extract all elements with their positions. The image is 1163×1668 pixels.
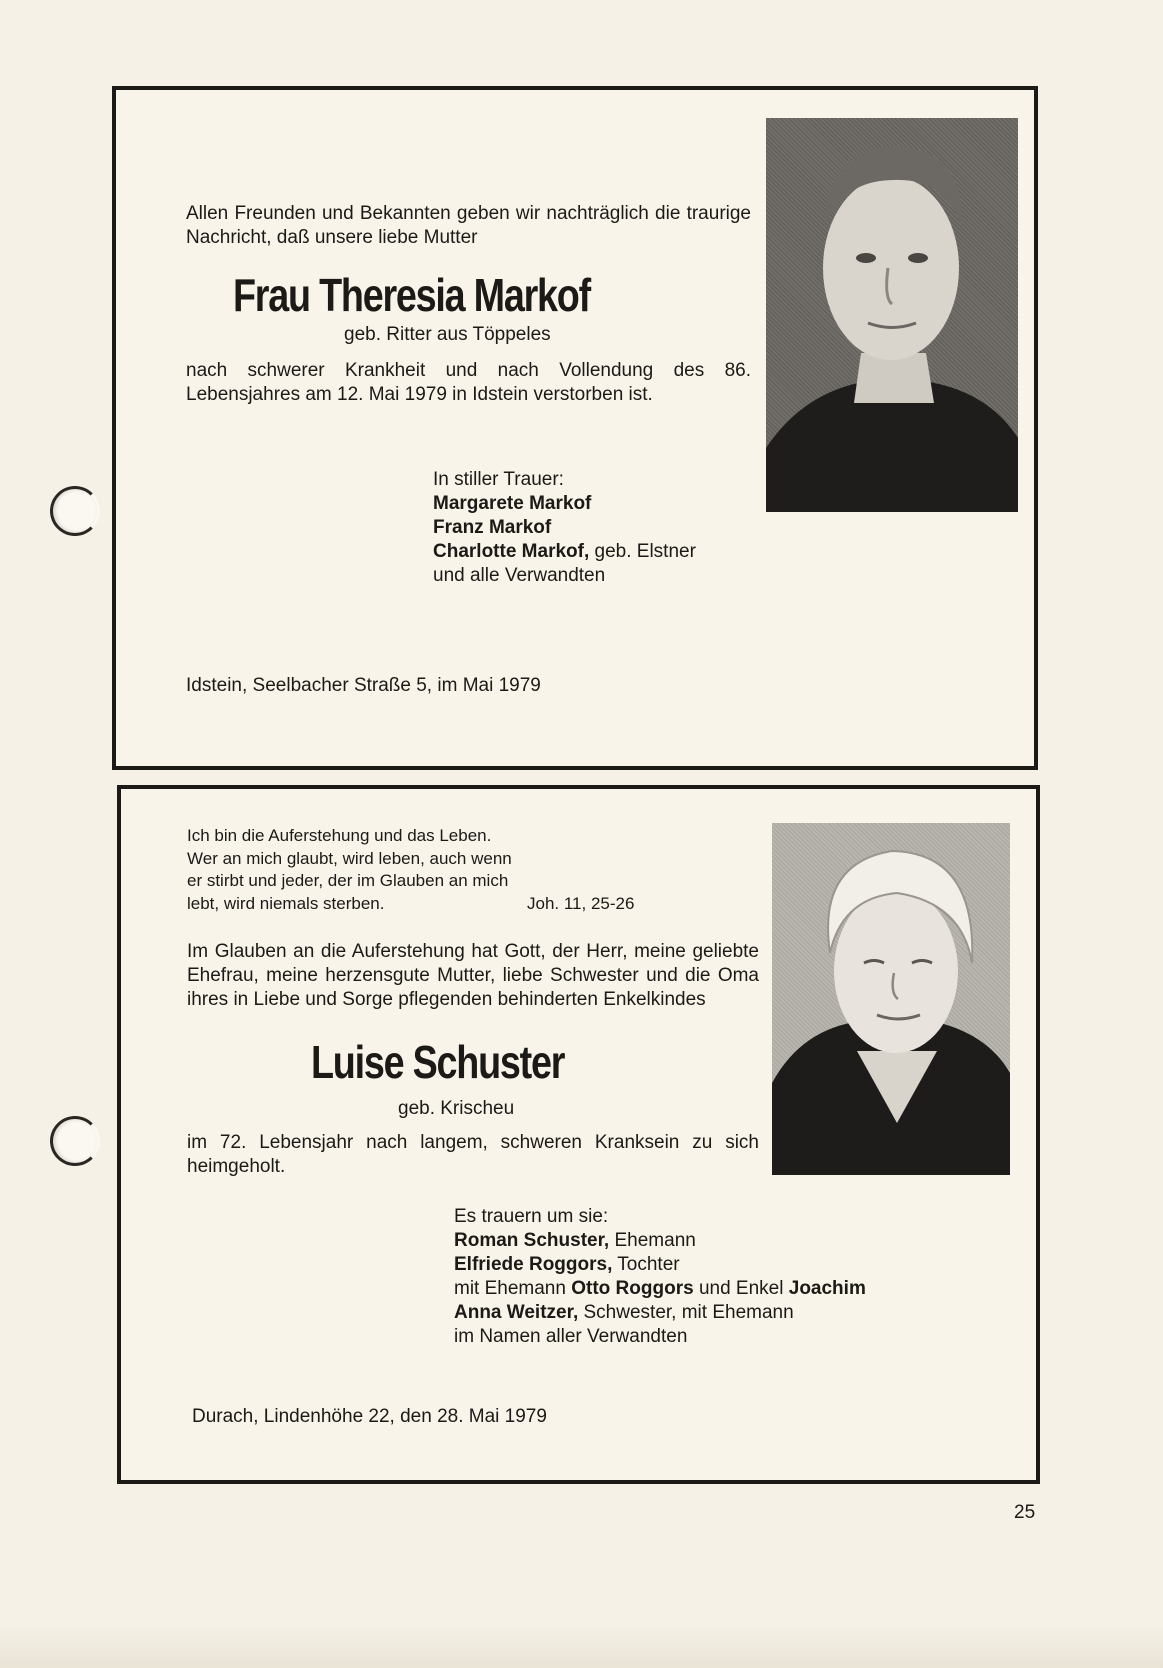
binder-hole-top [50, 486, 100, 536]
mourner-detail: Tochter [612, 1254, 680, 1275]
mourner-name: Elfriede Roggors, [454, 1254, 613, 1275]
verse-line: er stirbt und jeder, der im Glauben an mich [187, 871, 509, 890]
mourners-heading: Es trauern um sie: [454, 1206, 609, 1227]
mourner-name: Otto Roggors [571, 1278, 694, 1299]
mourner-name: Margarete Markof [433, 493, 592, 514]
verse-line: Wer an mich glaubt, wird leben, auch wenn [187, 848, 512, 868]
verse-reference: Joh. 11, 25-26 [527, 893, 635, 913]
bible-verse [187, 825, 667, 915]
binder-hole-bottom [50, 1116, 100, 1166]
page-bottom-shadow [0, 1625, 1163, 1668]
mourners-heading: In stiller Trauer: [433, 469, 564, 490]
place-and-date: Idstein, Seelbacher Straße 5, im Mai 1979 [186, 675, 541, 696]
mourner-detail: geb. Elstner [589, 541, 696, 562]
mourner-detail: mit Ehemann [454, 1278, 572, 1299]
mourner-line [454, 1253, 1024, 1277]
portrait-illustration [772, 823, 1010, 1175]
mourner-line [454, 1277, 1024, 1301]
mourner-detail: Ehemann [609, 1230, 696, 1251]
mourner-line [454, 1301, 1024, 1325]
mourner-name: Franz Markof [433, 517, 552, 538]
portrait-photo [772, 823, 1010, 1175]
portrait-illustration [766, 118, 1018, 512]
mourner-name: Joachim [788, 1278, 866, 1299]
page-number: 25 [1014, 1502, 1036, 1523]
mourner-detail: Schwester, mit Ehemann [578, 1302, 794, 1323]
mourner-name: Anna Weitzer, [454, 1302, 579, 1323]
mourners-closing: im Namen aller Verwandten [454, 1326, 688, 1347]
mourners-block [454, 1205, 1024, 1349]
verse-line: lebt, wird niemals sterben. [187, 893, 385, 913]
death-text: nach schwerer Krankheit und nach Vollendung des 86. Lebensjahres am 12. Mai 1979 in Idstein verstorben ist. [186, 360, 751, 405]
verse-line-last [187, 893, 667, 916]
birth-name: geb. Krischeu [398, 1098, 515, 1119]
mourner-line [433, 540, 773, 564]
death-text: im 72. Lebensjahr nach langem, schweren Kranksein zu sich heimgeholt. [187, 1132, 759, 1177]
mourners-closing: und alle Verwandten [433, 565, 606, 586]
mourner-detail: und Enkel [693, 1278, 789, 1299]
birth-name: geb. Ritter aus Töppeles [344, 324, 551, 345]
mourner-line [454, 1229, 1024, 1253]
deceased-name: Frau Theresia Markof [233, 269, 590, 321]
notice-intro: Allen Freunden und Bekannten geben wir nachträglich die traurige Nachricht, daß unsere liebe Mutter [186, 203, 751, 248]
notice-intro: Im Glauben an die Auferstehung hat Gott, der Herr, meine geliebte Ehefrau, meine herzensgute Mutter, liebe Schwester und die Oma ihres in Liebe und Sorge pflegenden behinderten Enkelkindes [187, 941, 759, 1010]
verse-line: Ich bin die Auferstehung und das Leben. [187, 826, 492, 845]
place-and-date: Durach, Lindenhöhe 22, den 28. Mai 1979 [192, 1406, 547, 1427]
mourners-block [433, 468, 773, 588]
mourner-name: Charlotte Markof, [433, 541, 590, 562]
obituary-notice-markof [112, 86, 1038, 770]
obituary-notice-schuster [117, 785, 1040, 1484]
deceased-name: Luise Schuster [311, 1036, 565, 1088]
portrait-photo [766, 118, 1018, 512]
mourner-name: Roman Schuster, [454, 1230, 610, 1251]
